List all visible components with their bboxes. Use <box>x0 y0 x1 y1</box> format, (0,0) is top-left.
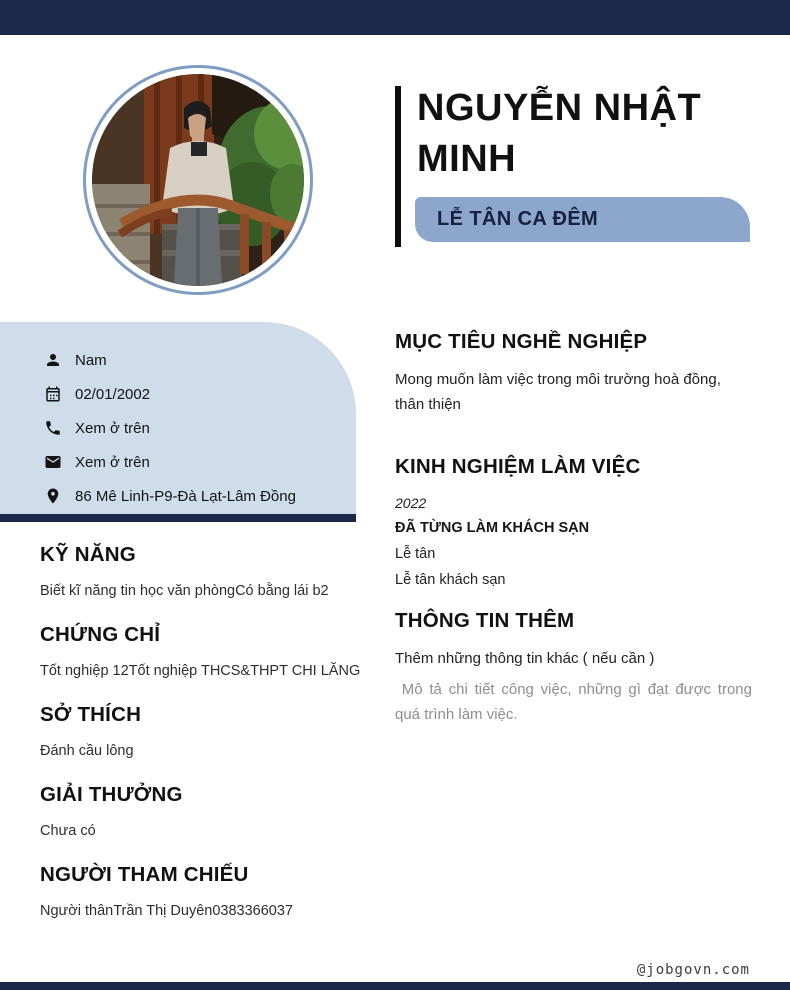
objective-text: Mong muốn làm việc trong môi trường hoà đồng, thân thiện <box>395 371 721 413</box>
contact-row-gender <box>44 343 342 377</box>
profile-photo-frame <box>83 65 313 295</box>
top-accent-bar <box>0 0 790 35</box>
left-column <box>40 541 370 941</box>
section-content-hobbies: Đánh cầu lông <box>40 743 134 759</box>
section-title-experience: KINH NGHIỆM LÀM VIỆC <box>395 455 641 478</box>
section-content-awards: Chưa có <box>40 823 96 839</box>
contact-panel-accent-strip <box>0 514 356 522</box>
section-content-references: Người thânTrần Thị Duyên0383366037 <box>40 903 293 919</box>
section-content-certificates: Tốt nghiệp 12Tốt nghiệp THCS&THPT CHI LĂNG <box>40 663 361 679</box>
additional-note: Thêm những thông tin khác ( nếu cần ) <box>395 650 655 667</box>
section-title-certificates: CHỨNG CHỈ <box>40 623 161 646</box>
job-title: LỄ TÂN CA ĐÊM <box>437 208 599 230</box>
contact-row-birthdate <box>44 377 342 411</box>
additional-placeholder: Mô tả chi tiết công việc, những gì đạt được trong quá trình làm việc. <box>395 681 752 723</box>
contact-value: Xem ở trên <box>75 453 150 471</box>
experience-position: Lễ tân <box>395 546 436 562</box>
contact-row-email <box>44 445 342 479</box>
person-name: NGUYỄN NHẬT MINH <box>417 87 702 180</box>
profile-photo <box>92 74 304 286</box>
section-title-awards: GIẢI THƯỞNG <box>40 783 183 806</box>
right-column <box>395 328 752 727</box>
contact-value: 86 Mê Linh-P9-Đà Lạt-Lâm Đồng <box>75 487 296 505</box>
experience-detail: Lễ tân khách sạn <box>395 572 506 588</box>
section-title-hobbies: SỞ THÍCH <box>40 703 142 726</box>
section-content-skills: Biết kĩ năng tin học văn phòngCó bằng lái b2 <box>40 583 329 599</box>
contact-row-phone <box>44 411 342 445</box>
job-title-ribbon <box>415 197 750 242</box>
phone-icon <box>44 419 62 437</box>
contact-panel <box>0 322 356 514</box>
bottom-accent-bar <box>0 982 790 990</box>
section-title-additional: THÔNG TIN THÊM <box>395 609 575 632</box>
contact-value: Xem ở trên <box>75 419 150 437</box>
section-title-objective: MỤC TIÊU NGHỀ NGHIỆP <box>395 330 648 353</box>
person-icon <box>44 351 62 369</box>
experience-period: 2022 <box>395 495 427 511</box>
contact-value: 02/01/2002 <box>75 385 151 403</box>
contact-value: Nam <box>75 351 107 369</box>
location-icon <box>44 487 62 505</box>
section-title-skills: KỸ NĂNG <box>40 543 136 566</box>
section-title-references: NGƯỜI THAM CHIẾU <box>40 863 249 886</box>
email-icon <box>44 453 62 471</box>
calendar-icon <box>44 385 62 403</box>
watermark: @jobgovn.com <box>636 962 750 978</box>
name-accent-bar <box>395 86 401 247</box>
contact-row-address <box>44 479 342 513</box>
experience-employer: ĐÃ TỪNG LÀM KHÁCH SẠN <box>395 520 590 536</box>
